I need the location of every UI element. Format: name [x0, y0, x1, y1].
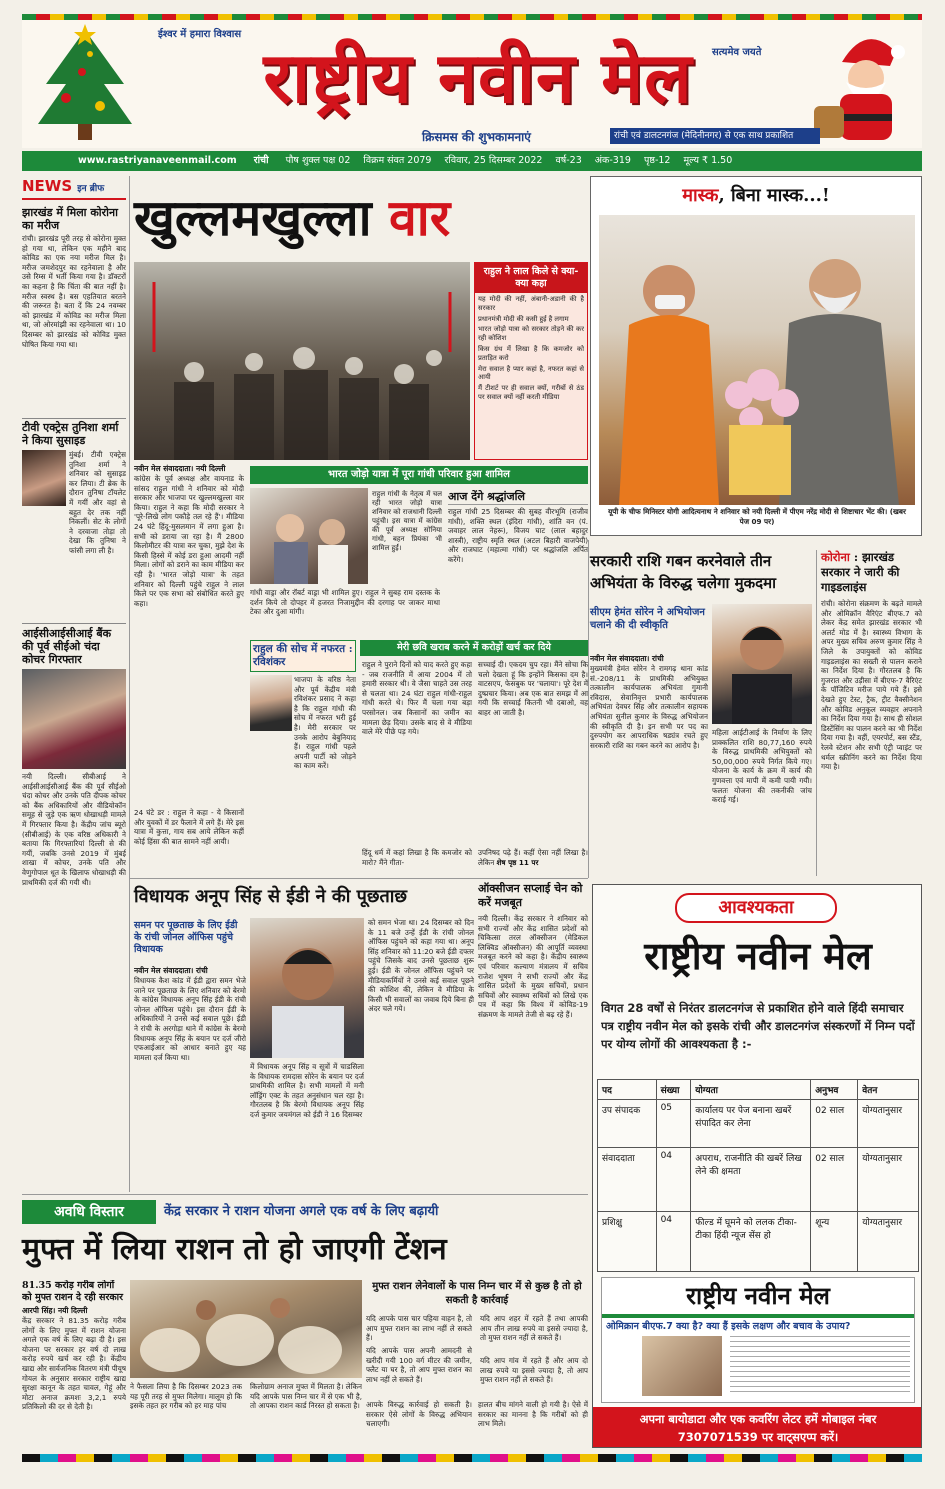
- section-rule: [22, 1194, 588, 1195]
- rahul-said-point: भारत जोड़ो यात्रा को सरकार तोड़ने की कर रही कोशिश: [478, 325, 584, 343]
- info-pages: पृष्ठ-12: [643, 155, 671, 166]
- ration-byline: आरपी सिंह। नयी दिल्ली: [22, 1306, 88, 1315]
- oxygen-body: नयी दिल्ली। केंद्र सरकार ने शनिवार को सभी राज्यों और केंद्र शासित प्रदेशों को चिकित्सा तरल ऑक्सीजन (मेडिकल लिक्विड ऑक्सीजन) की आपूर्ति व्यवस्था मजबूत करने को कहा है। केंद्रीय स्वास्थ्य एवं परिवार कल्याण मंत्रालय में सचिव राजेश भूषण ने सभी राज्यों और केंद्र शासित प्रदेशों के मुख्य सचिवों, प्रधान सचिवों और स्वास्थ्य सचिवों को लिखे एक पत्र में कहा कि विश्व में कोविड-19 संक्रमण के मामले तेजी से बढ़ रहे हैं।: [478, 914, 588, 1019]
- lead-byline: नवीन मेल संवाददाता। नयी दिल्ली: [134, 464, 226, 473]
- vacancy-cell: प्रशिक्षु: [598, 1212, 657, 1272]
- mini-photo: [642, 1336, 722, 1396]
- christmas-tree-icon: [26, 24, 144, 146]
- info-samvat: विक्रम संवत 2079: [363, 155, 432, 166]
- gandhi-family-band: भारत जोड़ो यात्रा में पूरा गांधी परिवार हुआ शामिल: [250, 466, 588, 484]
- vacancy-header-row: [598, 1080, 919, 1100]
- govt-fund-body-2-text: महिला आईटीआई के निर्माण के लिए प्राक्कलित राशि 80,77,160 रुपये के विरुद्ध प्राथमिकी अभियुक्तों को 50,00,000 रुपये निर्गत किये गए। योजना के कार्य के क्रम में कार्य की गुणवत्ता एवं मापी में कमी पायी गयी। फलतः योजना की तकनीकी जांच कराई गई।: [712, 728, 812, 805]
- ration-rules-title: मुफ्त राशन लेनेवालों के पास निम्न चार में से कुछ है तो हो सकती है कार्रवाई: [372, 1281, 582, 1306]
- money-body-1: राहुल ने पुराने दिनों को याद करते हुए कहा - जब राजनीति में आया 2004 में तो हमारी सरकार थी। वे जैसा चाहते उस तरह से चलता था। 24 घंटा राहुल गांधी-राहुल गांधी करते थे। फिर मैं चला गया बड़ा परसोनल। जब किसानों का जमीन का मामला छेड़ दिया। उसके बाद से वे मीडिया वाले मेरे पीछे पड़ गये।: [362, 660, 472, 737]
- classified-paper-name: राष्ट्रीय नवीन मेल: [644, 933, 872, 978]
- hemant-soren-photo: [712, 604, 812, 724]
- info-city: रांची: [253, 155, 269, 166]
- chanda-kochhar-photo: [22, 669, 126, 769]
- ration-photo: [130, 1280, 362, 1378]
- vacancy-row: [598, 1148, 919, 1212]
- modi-yogi-caption: यूपी के चीफ मिनिस्टर योगी आदित्यनाथ ने शनिवार को नयी दिल्ली में पीएम नरेंद्र मोदी से शिष्टाचार भेंट की। (खबर पेज 09 पर): [608, 507, 906, 526]
- vacancy-cell: अपराध, राजनीति की खबरें लिख लेने की क्षमता: [691, 1148, 811, 1212]
- gandhi-family-side-text: राहुल गांधी के नेतृत्व में चल रही भारत जोड़ो यात्रा शनिवार को राजधानी दिल्ली पहुंची। इस यात्रा में कांग्रेस की पूर्व अध्यक्ष सोनिया गांधी, बहन प्रियंका भी शामिल हुईं।: [372, 490, 442, 552]
- ration-col-1: ने फैसला लिया है कि दिसम्बर 2023 तक यह पूरी तरह से मुफ्त मिलेगा। मालूम हो कि इसके तहत हर गरीब को हर माह पांच: [130, 1382, 242, 1411]
- tribute-title: आज देंगे श्रद्धांजलि: [448, 490, 588, 505]
- ration-side: [22, 1280, 126, 1446]
- govt-fund-body-2: [712, 728, 812, 872]
- sonia-rahul-photo: [250, 488, 368, 584]
- rahul-said-title: राहुल ने लाल किले से क्या-क्या कहा: [475, 263, 587, 293]
- ration-kicker: केंद्र सरकार ने राशन योजना अगले एक वर्ष के लिए बढ़ायी: [164, 1204, 439, 1219]
- vacancy-cell: 05: [656, 1100, 691, 1148]
- ration-rule: यदि आपके पास अपनी आमदनी से खरीदी गयी 100 वर्ग मीटर की जमीन, फ्लैट या घर है, तो आप मुफ्त राशन का लाभ नहीं ले सकते हैं।: [366, 1346, 472, 1384]
- ed-body-2: में विधायक अनूप सिंह व सूत्रों में चाडसिला के विधायक रामदास सोरेन के बयान पर दर्ज प्राथमिकी शामिल है। सभी मामलों में मनी लॉड्रिंग एक्ट के तहत अनुसंधान चल रहा है। गौरतलब है कि बेरमो विधायक अनूप सिंह दर्ज कुमार जयमंगल को ईडी ने 16 दिसम्बर: [250, 1062, 364, 1119]
- tagline-left: ईश्वर में हमारा विश्वास: [158, 29, 242, 40]
- rahul-said-point: मेरा सवाल है प्यार कहां है, नफरत कहां से आयी: [478, 364, 584, 382]
- oxygen-headline: ऑक्सीजन सप्लाई चेन को करें मजबूत: [478, 882, 583, 909]
- info-bar: [22, 151, 922, 171]
- ed-body: विधायक कैश कांड में ईडी द्वारा समन भेजे जाने पर पूछताछ के लिए शनिवार को बेरमो के कांग्रेस विधायक अनूप सिंह ईडी के रांची जोनल ऑफिस पहुंचे। इस दौरान ईडी के अधिकारियों ने उनसे कई सवाल पूछे। ईडी ने रांची के अरगोड़ा थाने में कांग्रेस के बेरमो विधायक अनूप सिंह के बयान पर दर्ज जीरो एफआईआर को आधार बनाते हुए यह मामला दर्ज किया था।: [134, 976, 246, 1062]
- corona-body: रांची। कोरोना संक्रमण के बढ़ते मामले और ओमिक्रॉन वैरिएंट बीएफ.7 को लेकर केंद्र समेत झारखंड सरकार भी अलर्ट मोड में है। स्वास्थ्य विभाग के अपर मुख्य सचिव अरुण कुमार सिंह ने जिले के उपायुक्तों को कोविड गाइडलाइंस का सख्ती से पालन कराने का निर्देश दिया है। गौरतलब है कि गुजरात और उड़ीसा में बीएफ-7 वैरिएंट के पॉजिटिव मरीज पाये गये हैं। इसे देखते हुए टेस्ट, ट्रैक, ट्रीट वैक्सीनेशन और कोविड अनुकूल व्यवहार अपनाने का निर्देश दिया गया है। साथ ही सोशल डिस्टेंसिंग का पालन करने का भी निर्देश दिया गया है। वहीं, एयरपोर्ट, बस स्टैंड, रेलवे स्टेशन और सभी एंट्री प्वाइंट पर थर्मल स्क्रीनिंग करने का निर्देश दिया गया है।: [821, 599, 922, 772]
- mini-text-lines: [730, 1336, 910, 1396]
- lead-headline-red: वार: [388, 188, 451, 247]
- ration-headline: मुफ्त में लिया राशन तो हो जाएगी टेंशन: [22, 1232, 447, 1267]
- mask-title-black: , बिना मास्क...!: [718, 185, 830, 206]
- brief-3-body: नयी दिल्ली। सीबीआई ने आईसीआईसीआई बैंक की पूर्व सीईओ चंदा कोचर और उनके पति दीपक कोचर को बैंक अधिकारियों और वीडियोकॉन समूह से जुड़े एक ऋण धोखाधड़ी मामले में गिरफ्तार किया है। केंद्रीय जांच ब्यूरो (सीबीआई) के एक वरिष्ठ अधिकारी ने बताया कि गिरफ्तारियां दिल्ली से की गयीं, जबकि उनसे 2019 में मुंबई शाखा में कोचर, उनके पति और वेणुगोपाल धूत के खिलाफ धोखाधड़ी की प्राथमिकी दर्ज की गयी थी।: [22, 772, 126, 887]
- ration-col-2: किलोग्राम अनाज मुफ्त में मिलता है। लेकिन यदि आपके पास निम्न चार में से एक भी है, तो आपका राशन कार्ड निरस्त हो सकता है।: [250, 1382, 362, 1411]
- rahul-rally-photo: [134, 262, 470, 460]
- vacancy-cell: 04: [656, 1212, 691, 1272]
- vacancy-cell: योग्यतानुसार: [858, 1100, 919, 1148]
- ration-side-body: केंद्र सरकार ने 81.35 करोड़ गरीब लोगों के लिए मुफ्त में राशन योजना अगले एक वर्ष के लिए बढ़ा दी है। इस योजना पर सरकार हर वर्ष दो लाख करोड़ रुपये खर्च कर रही है। केंद्रीय खाद्य और सार्वजनिक वितरण मंत्री पीयूष गोयल के अनुसार सरकार राष्ट्रीय खाद्य सुरक्षा कानून के तहत चावल, गेहूं और मोटा अनाज क्रमशः 3,2,1 रुपये प्रतिकिलो की दर से देती है।: [22, 1316, 126, 1412]
- vacancy-cell: 04: [656, 1148, 691, 1212]
- gandhi-family-caption: गांधी वाड्रा और रॉबर्ट वाड्रा भी शामिल हुए। राहुल ने सुबह राम दस्तक के दर्शन किये तो दोपहर में हजरत निजामुद्दीन की दरगाह पर जाकर माथा टेका और दुआ मांगी।: [250, 588, 440, 617]
- rahul-said-list: [475, 293, 587, 404]
- tribute-body: राहुल गांधी 25 दिसम्बर की सुबह वीरभूमि (राजीव गांधी), शक्ति स्थल (इंदिरा गांधी), शांति वन (पं. जवाहर लाल नेहरू), विजय घाट (लाल बहादुर शास्त्री), राष्ट्रीय स्मृति स्थल (अटल बिहारी वाजपेयी) और राजघाट (महात्मा गांधी) पर श्रद्धांजलि अर्पित करेंगे।: [448, 507, 588, 564]
- vacancy-row: [598, 1212, 919, 1272]
- info-tithi: पौष शुक्ल पक्ष 02: [285, 155, 351, 166]
- info-price: मूल्य ₹ 1.50: [683, 155, 733, 166]
- lead-body-2: 24 घंटे डर : राहुल ने कहा - ये किसानों और युवकों में डर फैलाने में लगे हैं। मेरे इस यात्रा में कुत्ता, गाय सब आये लेकिन कहीं कोई हिंसा की बात सामने नहीं आयी।: [134, 808, 244, 846]
- news-in-brief: [22, 176, 126, 1196]
- govt-fund-headline: सरकारी राशि गबन करनेवाले तीन अभियंता के विरुद्ध चलेगा मुकदमा: [590, 552, 776, 592]
- info-year: वर्ष-23: [555, 155, 582, 166]
- money-spent-band: मेरी छवि खराब करने में करोड़ों खर्च कर दिये: [360, 640, 588, 656]
- rahul-said-box: [474, 262, 588, 460]
- ravishankar-photo: [250, 675, 292, 731]
- info-date: रविवार, 25 दिसम्बर 2022: [444, 155, 543, 166]
- mini-front-page: [601, 1277, 915, 1403]
- ed-body-3: को समन भेजा था। 24 दिसम्बर को दिन के 11 बजे उन्हें ईडी के रांची जोनल ऑफिस पहुंचने को कहा गया था। अनूप सिंह शनिवार को 11:20 बजे ईडी दफ्तर पहुंचे जिसके बाद उनसे पूछताछ शुरू हुई। ईडी के जोनल ऑफिस पहुंचने पर मीडियाकर्मियों ने उनसे कई सवाल पूछने की कोशिश की, लेकिन वे मीडिया के किसी भी सवालों का जवाब दिये बिना ही अंदर चले गये।: [368, 918, 474, 1014]
- tagline-right: सत्यमेव जयते: [712, 47, 762, 58]
- continued-link[interactable]: शेष पृष्ठ 11 पर: [496, 857, 539, 867]
- ed-headline: विधायक अनूप सिंह से ईडी ने की पूछताछ: [134, 886, 408, 907]
- brief-1-title: झारखंड में मिला कोरोना का मरीज: [22, 206, 118, 232]
- lead-body: कांग्रेस के पूर्व अध्यक्ष और वायनाड के सांसद राहुल गांधी ने शनिवार को मोदी सरकार और भाजपा पर खुल्लमखुल्ला वार किया। राहुल ने कहा कि मोदी सरकार ने 'पूरे-लिखे लोग पकौड़े तल रहे हैं'। मीडिया 24 घंटे हिंदू-मुसलमान में लगा हुआ है। सभी को डराया जा रहा है। मैं 2800 किलोमीटर की यात्रा कर चुका, मुझे देश के किसी हिस्से में कोई डरा हुआ आदमी नहीं मिला। लोगों को डराने का काम मीडिया कर रही है। 'भारत जोड़ो यात्रा' के तहत शनिवार को दिल्ली पहुंचे राहुल ने लाल किले पर एक सभा को संबोधित करते हुए कहा।: [134, 474, 244, 608]
- vacancy-col-salary: वेतन: [858, 1080, 919, 1100]
- masthead-title: राष्ट्रीय नवीन मेल: [263, 36, 693, 119]
- vacancy-table: [597, 1079, 919, 1272]
- publish-note: रांची एवं डालटनगंज (मेदिनीनगर) से एक साथ प्रकाशित: [610, 128, 820, 144]
- rahul-said-point: मैं टीशर्ट पर ही सवाल क्यों, गरीबों से ठंड पर सवाल क्यों नहीं करती मीडिया: [478, 384, 584, 401]
- vacancy-cell: उप संपादक: [598, 1100, 657, 1148]
- mask-title: [591, 181, 921, 211]
- corona-title: [821, 550, 922, 595]
- vacancy-row: [598, 1100, 919, 1148]
- brief-2-body: मुंबई। टीवी एक्ट्रेस तुनिशा शर्मा ने शनिवार को सुसाइड कर लिया। टी ब्रेक के दौरान तुनिषा टॉयलेट में गयीं और वहां से बहुत देर तक नहीं निकलीं। सेट के लोगों ने दरवाजा तोड़ा तो देखा कि तुनिषा ने फांसी लगा ली है।: [69, 450, 126, 555]
- ration-rule: यदि आप गांव में रहते हैं और आय दो लाख रुपये या इससे ज्यादा है, तो आप मुफ्त राशन नहीं ले सकते हैं।: [480, 1356, 588, 1385]
- money-body-2: सच्चाई दी। एकदम चुप रहा। मैंने सोचा कि चलो देखता हूं कि इन्होंने किसका दम है। वाटसएप, फेसबुक पर 'चलाया'। पूरे देश में दुष्प्रचार किया। अब एक बात समझ में आ गयी कि सच्चाई कितनी भी दबाओ, वह बाहर आ जाती है।: [478, 660, 588, 717]
- corona-box: [816, 550, 922, 876]
- classified-footer: अपना बायोडाटा और एक कवरिंग लेटर हमें मोबाइल नंबर 7307071539 पर वाट्सएप्प करें।: [593, 1407, 922, 1448]
- vacancy-cell: 02 साल: [811, 1148, 858, 1212]
- vacancy-cell: कार्यालय पर पेज बनाना खबरें संपादित कर लेना: [691, 1100, 811, 1148]
- money-footer-2: [478, 848, 588, 876]
- oxygen-box: [478, 882, 588, 1182]
- ed-column-1: [134, 966, 246, 1182]
- tunisha-photo: [22, 450, 66, 506]
- news-brief-label: [22, 176, 126, 200]
- govt-fund-subhead: सीएम हेमंत सोरेन ने अभियोजन चलाने की दी स्वीकृति: [590, 607, 705, 631]
- vacancy-cell: योग्यतानुसार: [858, 1212, 919, 1272]
- vacancy-cell: शून्य: [811, 1212, 858, 1272]
- ed-subhead: समन पर पूछताछ के लिए ईडी के रांची जोनल ऑफिस पहुंचे विधायक: [134, 920, 238, 955]
- money-footer-1: हिंदू धर्म में कहां लिखा है कि कमजोर को मारो? मैंने गीता-: [362, 848, 472, 867]
- rahul-said-point: किस ग्रंथ में लिखा है कि कमजोर को प्रताड़ित करो: [478, 344, 584, 362]
- vacancy-col-count: संख्या: [656, 1080, 691, 1100]
- rahul-said-point: प्रधानमंत्री मोदी की कसी हुई है लगाम: [478, 314, 569, 323]
- news-label-2: इन ब्रीफ: [77, 184, 105, 194]
- vacancy-col-exp: अनुभव: [811, 1080, 858, 1100]
- mini-headline: ओमिक्रान बीएफ.7 क्या है? क्या हैं इसके लक्षण और बचाव के उपाय?: [606, 1321, 851, 1332]
- bottom-border: [22, 1454, 922, 1462]
- brief-1-body: रांची। झारखंड पूरी तरह से कोरोना मुक्त हो गया था, लेकिन एक महीने बाद कोविड का एक नया मरीज मिल है। मरीज जमशेदपुर का रहनेवाला है और उसे रिम्स में भर्ती किया गया है। डॉक्टरों का कहना है कि चिंता की बात नहीं है। मरीज स्वस्थ है। बस एहतियात बरतने की जरूरत है। बता दें कि 24 नवम्बर को झारखंड में कोविड का मरीज मिला था, जो ओरमांझी का रहनेवाला था। 10 दिसम्बर को झारखंड को कोविड मुक्त घोषित किया गया था।: [22, 234, 126, 349]
- vacancy-col-post: पद: [598, 1080, 657, 1100]
- lead-story-column: [134, 464, 244, 874]
- vacancy-col-qual: योग्यता: [691, 1080, 811, 1100]
- ravishankar-title: राहुल की सोच में नफरत : रविशंकर: [250, 640, 356, 672]
- section-rule: [130, 878, 588, 879]
- classified-title: आवश्यकता: [675, 893, 837, 923]
- greeting: क्रिसमस की शुभकामनाएं: [422, 130, 531, 144]
- corona-title-red: कोरोना: [821, 550, 850, 564]
- ration-col-4: हालत बीच मांगने वाली हो गयी है। ऐसे में सरकार का मानना है कि गरीबों को ही लाभ मिले।: [478, 1400, 588, 1429]
- info-issue: अंक-319: [594, 155, 631, 166]
- website-link[interactable]: www.rastriyanaveenmail.com: [78, 155, 237, 166]
- column-rule: [588, 540, 589, 878]
- ration-rule: यदि आपके पास चार पहिया वाहन है, तो आप मुफ्त राशन का लाभ नहीं ले सकते हैं।: [366, 1314, 472, 1343]
- ration-rules: [366, 1314, 588, 1396]
- tribute-block: [448, 490, 588, 630]
- ravishankar-box: [250, 640, 356, 876]
- lead-headline: [134, 180, 584, 258]
- vacancy-cell: 02 साल: [811, 1100, 858, 1148]
- lead-headline-black: खुल्लमखुल्ला: [134, 188, 372, 247]
- ration-tag: अवधि विस्तार: [22, 1200, 156, 1224]
- news-label: NEWS: [22, 177, 73, 195]
- classified-intro: विगत 28 वर्षों से निरंतर डालटनगंज से प्रकाशित होने वाले हिंदी समाचार पत्र राष्ट्रीय नवीन मेल को इसके रांची और डालटनगंज संस्करणों में निम्न पदों पर योग्य लोगों की आवश्यकता है :-: [601, 1001, 915, 1051]
- ration-side-title: 81.35 करोड़ गरीब लोगों को मुफ्त राशन दे रही सरकार: [22, 1280, 123, 1303]
- ration-col-3: आपके विरुद्ध कार्रवाई हो सकती है। सरकार ऐसे लोगों के विरुद्ध अभियान चलाएगी।: [366, 1400, 472, 1429]
- corona-title-black: : झारखंड सरकार ने जारी की गाइडलाइंस: [821, 550, 900, 594]
- modi-yogi-photo: [599, 215, 915, 505]
- govt-fund-column: [590, 654, 708, 870]
- ravishankar-body-a: भाजपा के वरिष्ठ नेता और पूर्व केंद्रीय मंत्री रविशंकर प्रसाद ने कहा है कि राहुल गांधी की सोच में नफरत भरी हुई है। मेरी सरकार पर उनके आरोप बेबुनियाद हैं। राहुल गांधी पहले अपनी पार्टी को जोड़ने का काम करें।: [294, 675, 356, 771]
- govt-fund-body: मुख्यमंत्री हेमंत सोरेन ने रामगढ़ थाना कांड सं.-208/11 के प्राथमिकी अभियुक्त तत्कालीन कार्यपालक अभियंता गुमानी रविदास, सेवानिवृत्त प्रभारी कार्यपालक अभियंता देवघर सिंह और तत्कालीन सहायक अभियंता सुनील कुमार के विरुद्ध अभियोजन की स्वीकृति दी है। इन सभी पर पद का दुरुपयोग कर आपराधिक षड्यंत्र रचते हुए सरकारी राशि का गबन करने का आरोप है।: [590, 664, 708, 750]
- brief-3-title: आईसीआईसीआई बैंक की पूर्व सीईओ चंदा कोचर गिरफ्तार: [22, 627, 112, 666]
- ration-rule: यदि आप शहर में रहते हैं तथा आपकी आय तीन लाख रुपये वा इससे ज्यादा है, तो मुफ्त राशन नहीं ले सकते हैं।: [480, 1314, 588, 1343]
- mask-title-red: मास्क: [682, 185, 719, 206]
- money-footer-2-text: उपनिषद पढ़े हैं। कहीं ऐसा नहीं लिखा है। लेकिन: [478, 848, 588, 867]
- santa-icon: [812, 22, 920, 146]
- vacancy-cell: योग्यतानुसार: [858, 1148, 919, 1212]
- ed-byline: नवीन मेल संवाददाता। रांची: [134, 966, 208, 975]
- vacancy-cell: संवाददाता: [598, 1148, 657, 1212]
- anup-singh-photo: [250, 918, 364, 1058]
- vacancy-cell: फील्ड में घूमने को ललक टीका-टीका हिंदी न्यूज सेंस हो: [691, 1212, 811, 1272]
- govt-fund-byline: नवीन मेल संवाददाता। रांची: [590, 654, 664, 663]
- classified-ad: [592, 884, 922, 1448]
- modi-yogi-box: [590, 176, 922, 536]
- brief-2-title: टीवी एक्ट्रेस तुनिशा शर्मा ने किया सुसाइड: [22, 421, 119, 447]
- rahul-said-point: यह मोदी की नहीं, अंबानी-अडानी की है सरकार: [478, 295, 584, 312]
- mini-paper-name: राष्ट्रीय नवीन मेल: [686, 1281, 830, 1310]
- masthead: [22, 20, 922, 148]
- column-rule: [129, 176, 130, 1192]
